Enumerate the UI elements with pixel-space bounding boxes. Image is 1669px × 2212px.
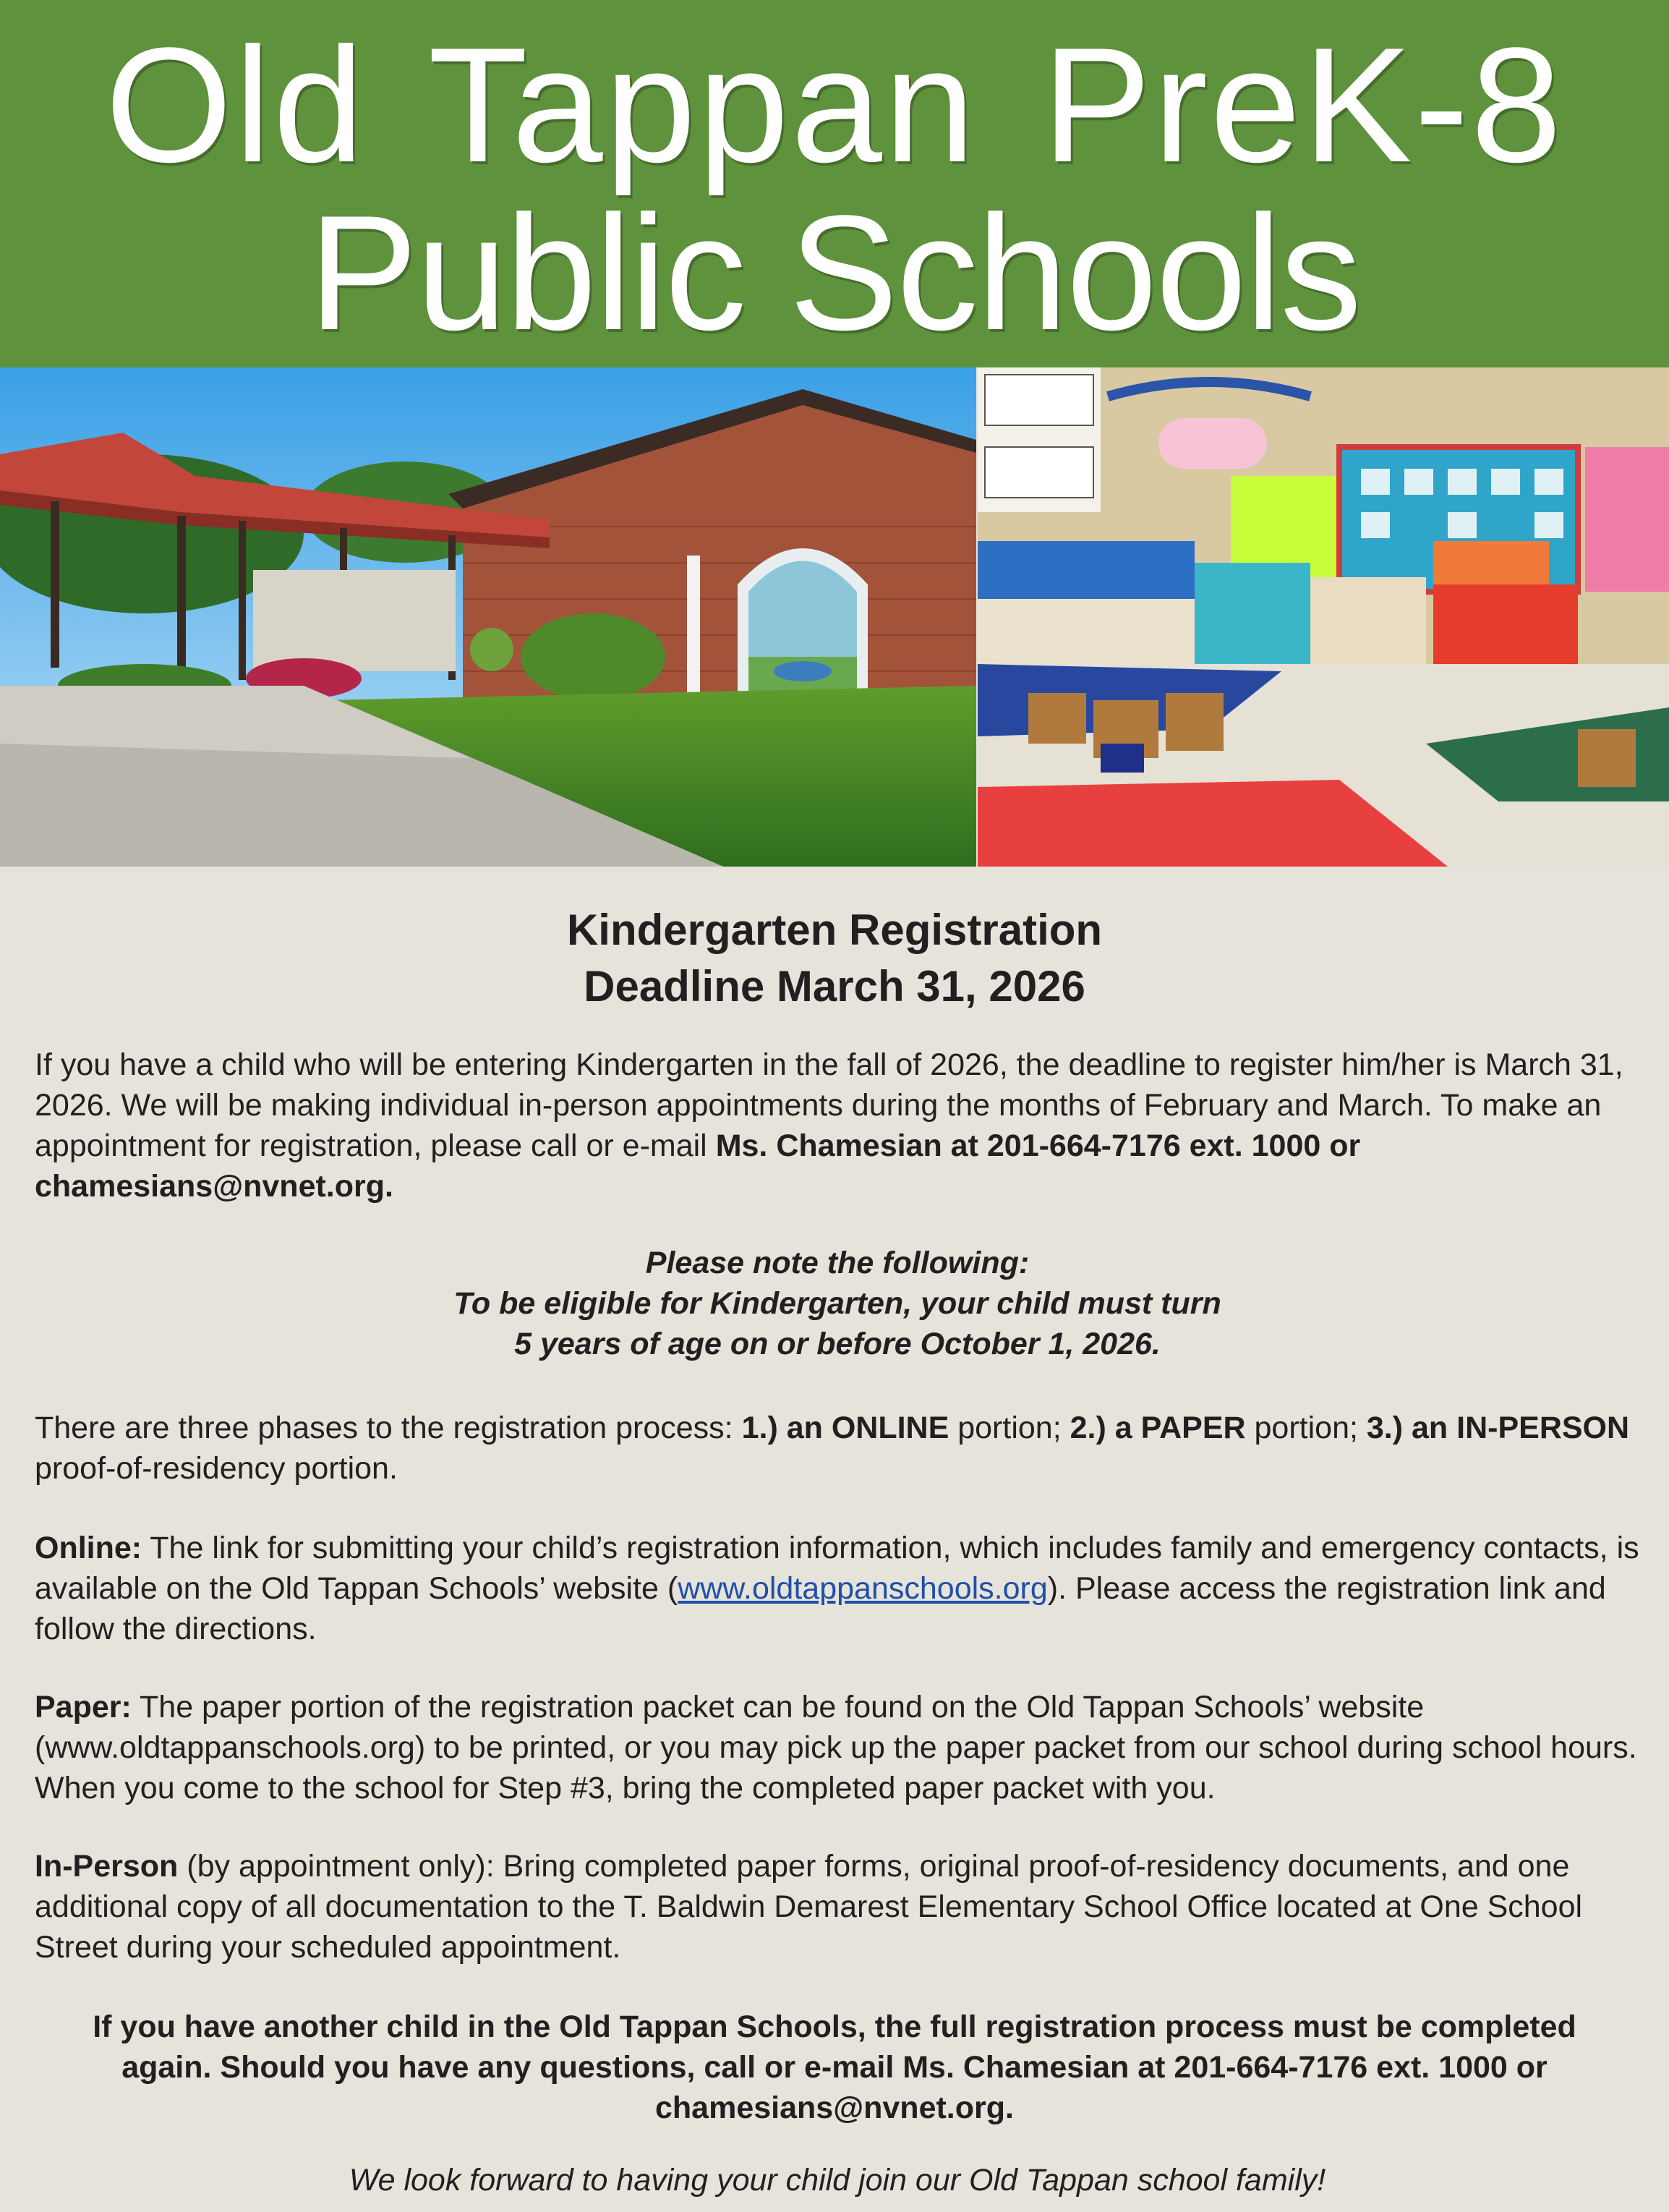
- online-text-end: ). Please access the registration link and follow the directions.: [35, 1571, 1606, 1646]
- sibling-paragraph: [51, 2007, 1618, 2128]
- in-person-label: In-Person: [35, 1849, 179, 1884]
- registration-notice: [0, 867, 1669, 2212]
- in-person-paragraph: [35, 1846, 1640, 1968]
- phase-online: 1.) an ONLINE: [741, 1411, 949, 1445]
- note-line2: To be eligible for Kindergarten, your child must turn: [453, 1286, 1221, 1321]
- note-line1: Please note the following:: [645, 1246, 1030, 1280]
- classroom-photo: [978, 367, 1669, 867]
- eligibility-note: [35, 1243, 1640, 1364]
- phase-end: proof-of-residency portion.: [35, 1451, 398, 1486]
- online-text: The link for submitting your child’s registration information, which includes family and emergency contacts, is available on the Old Tappan Schools’ website (: [35, 1531, 1639, 1606]
- paper-paragraph: [35, 1687, 1640, 1808]
- page-title-line1: Old Tappan PreK-8: [105, 13, 1564, 196]
- phases-paragraph: [35, 1408, 1640, 1489]
- header-banner: [0, 0, 1669, 367]
- intro-text: If you have a child who will be entering Kindergarten in the fall of 2026, the deadline to register him/her is March 31, 2026. We will be making individual in-person appointments during the months of February and March. To make an appointment for registration, please call or e-mail: [35, 1047, 1623, 1163]
- closing-text: We look forward to having your child join our Old Tappan school family!: [349, 2163, 1326, 2198]
- phase-in-person: 3.) an IN-PERSON: [1366, 1411, 1630, 1445]
- notice-title-line1: Kindergarten Registration: [566, 906, 1103, 954]
- school-website-link[interactable]: www.oldtappanschools.org: [678, 1571, 1048, 1606]
- notice-title-line2: Deadline March 31, 2026: [584, 962, 1085, 1011]
- in-person-text: (by appointment only): Bring completed paper forms, original proof-of-residency documents, and one additional copy of all documentation to the T. Baldwin Demarest Elementary School Office located at One School Street during your scheduled appointment.: [35, 1849, 1583, 1965]
- note-line3: 5 years of age on or before October 1, 2026.: [514, 1327, 1161, 1361]
- phase-sep: portion;: [949, 1411, 1070, 1445]
- paper-label: Paper:: [35, 1690, 132, 1724]
- sibling-text: If you have another child in the Old Tappan Schools, the full registration process must be completed again. Should you have any questions, call or e-mail Ms. Chamesian at 201-664-7176 ext. 1000 or chamesians@nvnet.org.: [93, 2009, 1576, 2125]
- paper-text: The paper portion of the registration packet can be found on the Old Tappan Schools’ website (www.oldtappanschools.org) to be printed, or you may pick up the paper packet from our school during school hours. When you come to the school for Step #3, bring the completed paper packet with you.: [35, 1690, 1637, 1805]
- online-label: Online:: [35, 1531, 142, 1565]
- phases-text: There are three phases to the registration process:: [35, 1411, 742, 1445]
- phase-sep: portion;: [1245, 1411, 1367, 1445]
- intro-contact: Ms. Chamesian at 201-664-7176 ext. 1000 or chamesians@nvnet.org.: [35, 1128, 1361, 1204]
- school-building-photo: [0, 367, 976, 867]
- phase-paper: 2.) a PAPER: [1070, 1411, 1246, 1445]
- intro-paragraph: [35, 1045, 1640, 1207]
- closing-line: [35, 2160, 1640, 2200]
- page-title-line2: Public Schools: [308, 181, 1361, 364]
- online-paragraph: [35, 1528, 1640, 1649]
